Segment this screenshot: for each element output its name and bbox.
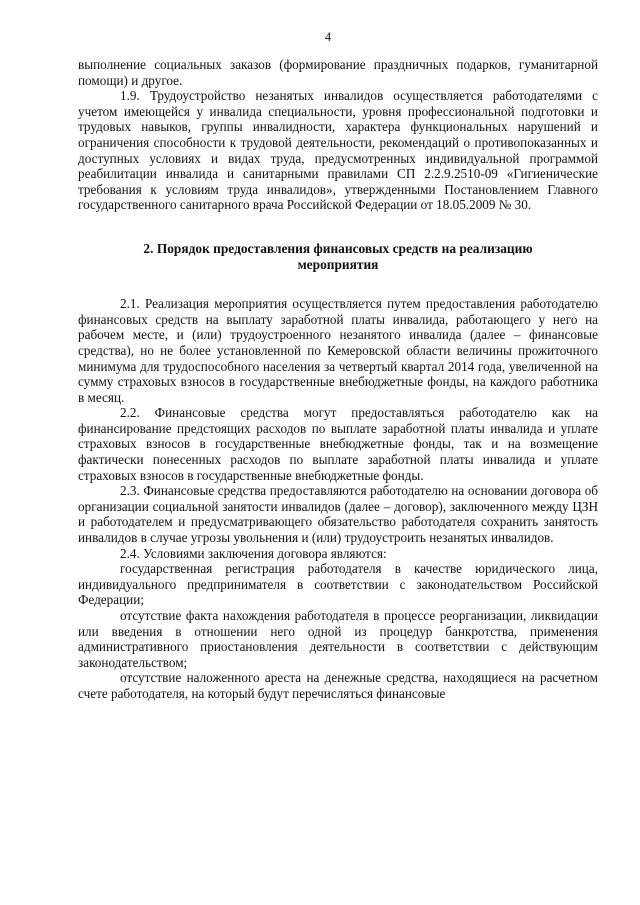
paragraph: отсутствие факта нахождения работодателя в процессе реорганизации, ликвидации или введения в отношении него одной из процедур банкротства, применения административного приостановления деятельности в соответствии с действующим законодательством; bbox=[78, 608, 598, 670]
paragraphs-after-section bbox=[78, 296, 598, 701]
document-body bbox=[78, 57, 598, 702]
page-number: 4 bbox=[324, 30, 332, 44]
paragraph: 2.1. Реализация мероприятия осуществляется путем предоставления работодателю финансовых средств на выплату заработной платы инвалида, работающего у него на рабочем месте, и (или) трудоустроенного незанятого инвалида (далее – финансовые средства), но не более установленной по Кемеровской области величины прожиточного минимума для трудоспособного населения за четвертый квартал 2014 года, увеличенной на сумму страховых взносов в государственные внебюджетные фонды, на каждого работника в месяц. bbox=[78, 296, 598, 405]
paragraph: выполнение социальных заказов (формирование праздничных подарков, гуманитарной помощи) и другое. bbox=[78, 57, 598, 88]
paragraphs-before-section bbox=[78, 57, 598, 213]
paragraph: 2.3. Финансовые средства предоставляются работодателю на основании договора об организации социальной занятости инвалидов (далее – договор), заключенного между ЦЗН и работодателем и предусматривающего обязательство работодателя сохранить занятость инвалидов в случае угрозы увольнения и (или) трудоустроить незанятых инвалидов. bbox=[78, 483, 598, 546]
paragraph: 1.9. Трудоустройство незанятых инвалидов осуществляется работодателями с учетом имеющейся у инвалида специальности, уровня профессиональной подготовки и трудовых навыков, группы инвалидности, характера функциональных нарушений и ограничения способности к трудовой деятельности, рекомендаций о противопоказанных и доступных условиях и видах труда, предусмотренных индивидуальной программой реабилитации инвалида и санитарными правилами СП 2.2.9.2510-09 «Гигиенические требования к условиям труда инвалидов», утвержденными Постановлением Главного государственного санитарного врача Российской Федерации от 18.05.2009 № 30. bbox=[78, 88, 598, 213]
paragraph: 2.2. Финансовые средства могут предоставляться работодателю как на финансирование предстоящих расходов по выплате заработной платы инвалида и уплате страховых взносов в государственные внебюджетные фонды, так и на возмещение фактически понесенных расходов по выплате заработной платы инвалида и уплате страховых взносов в государственные внебюджетные фонды. bbox=[78, 405, 598, 483]
section-title: 2. Порядок предоставления финансовых средств на реализацию мероприятия bbox=[143, 240, 533, 272]
paragraph: государственная регистрация работодателя в качестве юридического лица, индивидуального предпринимателя в соответствии с законодательством Российской Федерации; bbox=[78, 561, 598, 608]
paragraph: 2.4. Условиями заключения договора являются: bbox=[120, 545, 387, 561]
paragraph: отсутствие наложенного ареста на денежные средства, находящиеся на расчетном счете работодателя, на который будут перечисляться финансовые bbox=[78, 670, 598, 701]
